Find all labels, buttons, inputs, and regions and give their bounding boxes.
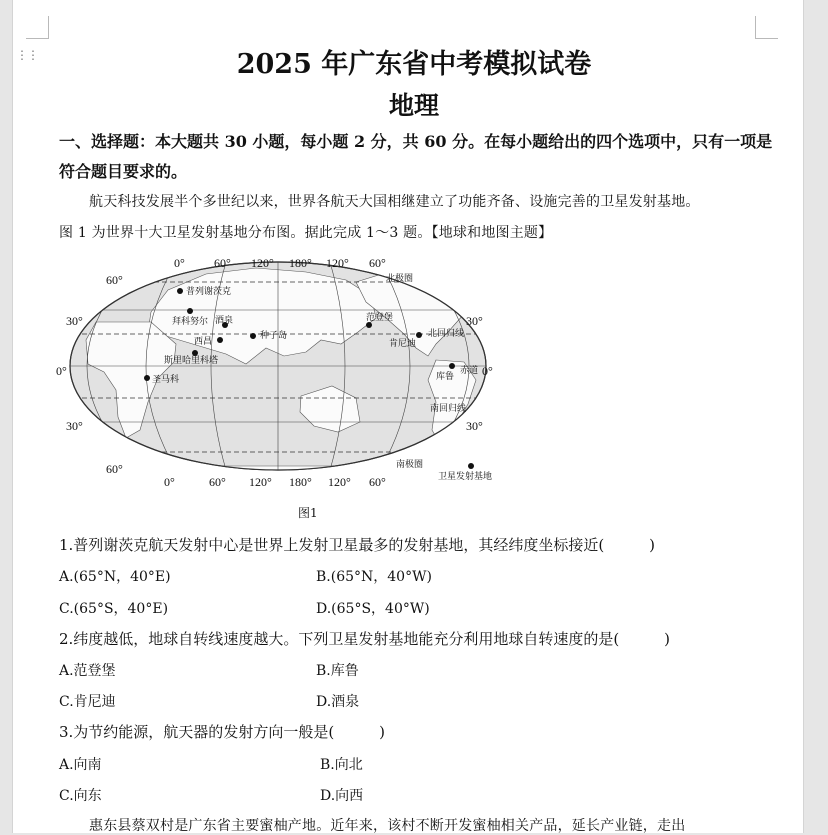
next-passage-line: 惠东县蔡双村是广东省主要蜜柚产地。近年来，该村不断开发蜜柚相关产品，延长产业链，走出	[89, 818, 686, 834]
bottom-lon-label: 180°	[289, 475, 312, 489]
site-kourou-label: 库鲁	[436, 371, 455, 381]
q1-option-c: C.(65°S，40°E)	[59, 601, 169, 617]
q1-option-b: B.(65°N，40°W)	[316, 569, 432, 585]
site-kennedy-label: 肯尼迪	[389, 338, 417, 348]
q3-option-a: A.向南	[59, 757, 102, 773]
q3-option-b: B.向北	[320, 757, 363, 773]
site-baikonur-dot	[187, 308, 193, 314]
q2-option-a: A.范登堡	[59, 663, 116, 679]
left-lat-label: 30°	[66, 419, 83, 433]
world-launch-sites-map	[56, 252, 516, 492]
site-tanegashima-dot	[250, 333, 256, 339]
question-1-stem: 1.普列谢茨克航天发射中心是世界上发射卫星最多的发射基地，其经纬度坐标接近( )	[59, 536, 656, 554]
site-plesetsk-label: 普列谢茨克	[186, 286, 232, 296]
figure-caption: 图1	[298, 506, 318, 520]
left-lat-label: 60°	[106, 273, 123, 287]
top-lon-label: 60°	[214, 256, 231, 270]
subject-title: 地理	[388, 91, 439, 120]
site-vandenberg-label: 范登堡	[366, 312, 394, 322]
top-lon-label: 60°	[369, 256, 386, 270]
site-sriharikota-label: 斯里哈里科塔	[164, 355, 219, 365]
site-kennedy-dot	[416, 332, 422, 338]
tropic-south-label: 南回归线	[430, 403, 467, 413]
question-2-stem: 2.纬度越低，地球自转线速度越大。下列卫星发射基地能充分利用地球自转速度的是( )	[59, 630, 671, 648]
site-sanmarco-dot	[144, 375, 150, 381]
right-lat-label: 30°	[466, 419, 483, 433]
q1-option-d: D.(65°S，40°W)	[316, 601, 430, 617]
q3-option-c: C.向东	[59, 788, 102, 804]
question-3-stem: 3.为节约能源，航天器的发射方向一般是( )	[59, 723, 386, 741]
top-lon-label: 120°	[251, 256, 274, 270]
site-kourou-dot	[449, 363, 455, 369]
passage-line2: 图 1 为世界十大卫星发射基地分布图。据此完成 1～3 题。【地球和地图主题】	[59, 225, 553, 241]
top-lon-label: 0°	[174, 256, 185, 270]
drag-handle-icon[interactable]: ⋮⋮	[16, 48, 38, 62]
q3-option-d: D.向西	[320, 788, 364, 804]
tropic-north-label: 北回归线	[428, 328, 465, 338]
crop-mark-top-right	[755, 16, 778, 39]
q1-option-a: A.(65°N，40°E)	[59, 569, 171, 585]
site-xichang-label: 西昌	[194, 336, 213, 346]
left-lat-label: 30°	[66, 314, 83, 328]
crop-mark-top-left	[26, 16, 49, 39]
legend-label: 卫星发射基地	[438, 471, 493, 481]
site-plesetsk-dot	[177, 288, 183, 294]
top-lon-label: 180°	[289, 256, 312, 270]
right-lat-label: 0°	[482, 364, 493, 378]
site-tanegashima-label: 种子岛	[260, 330, 288, 340]
site-xichang-dot	[217, 337, 223, 343]
q2-option-c: C.肯尼迪	[59, 694, 116, 710]
q2-option-b: B.库鲁	[316, 663, 359, 679]
exam-title: 2025 年广东省中考模拟试卷	[236, 49, 592, 80]
site-sanmarco-label: 圣马科	[152, 374, 180, 384]
site-jiuquan-label: 酒泉	[215, 315, 234, 325]
passage-line1: 航天科技发展半个多世纪以来，世界各航天大国相继建立了功能齐备、设施完善的卫星发射基地。	[89, 194, 700, 210]
antarctic-circle-label: 南极圈	[396, 459, 424, 469]
site-vandenberg-dot	[366, 322, 372, 328]
section-heading-line1: 一、选择题：本大题共 30 小题，每小题 2 分，共 60 分。在每小题给出的四个选项中，只有一项是	[59, 132, 773, 151]
equator-label: 赤道	[460, 365, 479, 375]
left-lat-label: 0°	[56, 364, 67, 378]
top-lon-label: 120°	[326, 256, 349, 270]
section-heading-line2: 符合题目要求的。	[59, 162, 188, 181]
legend-dot	[468, 463, 474, 469]
q2-option-d: D.酒泉	[316, 694, 360, 710]
arctic-circle-label: 北极圈	[386, 273, 414, 283]
bottom-lon-label: 60°	[209, 475, 226, 489]
site-baikonur-label: 拜科努尔	[172, 316, 209, 326]
bottom-lon-label: 0°	[164, 475, 175, 489]
right-lat-label: 30°	[466, 314, 483, 328]
bottom-lon-label: 60°	[369, 475, 386, 489]
bottom-lon-label: 120°	[249, 475, 272, 489]
bottom-lon-label: 120°	[328, 475, 351, 489]
left-lat-label: 60°	[106, 462, 123, 476]
